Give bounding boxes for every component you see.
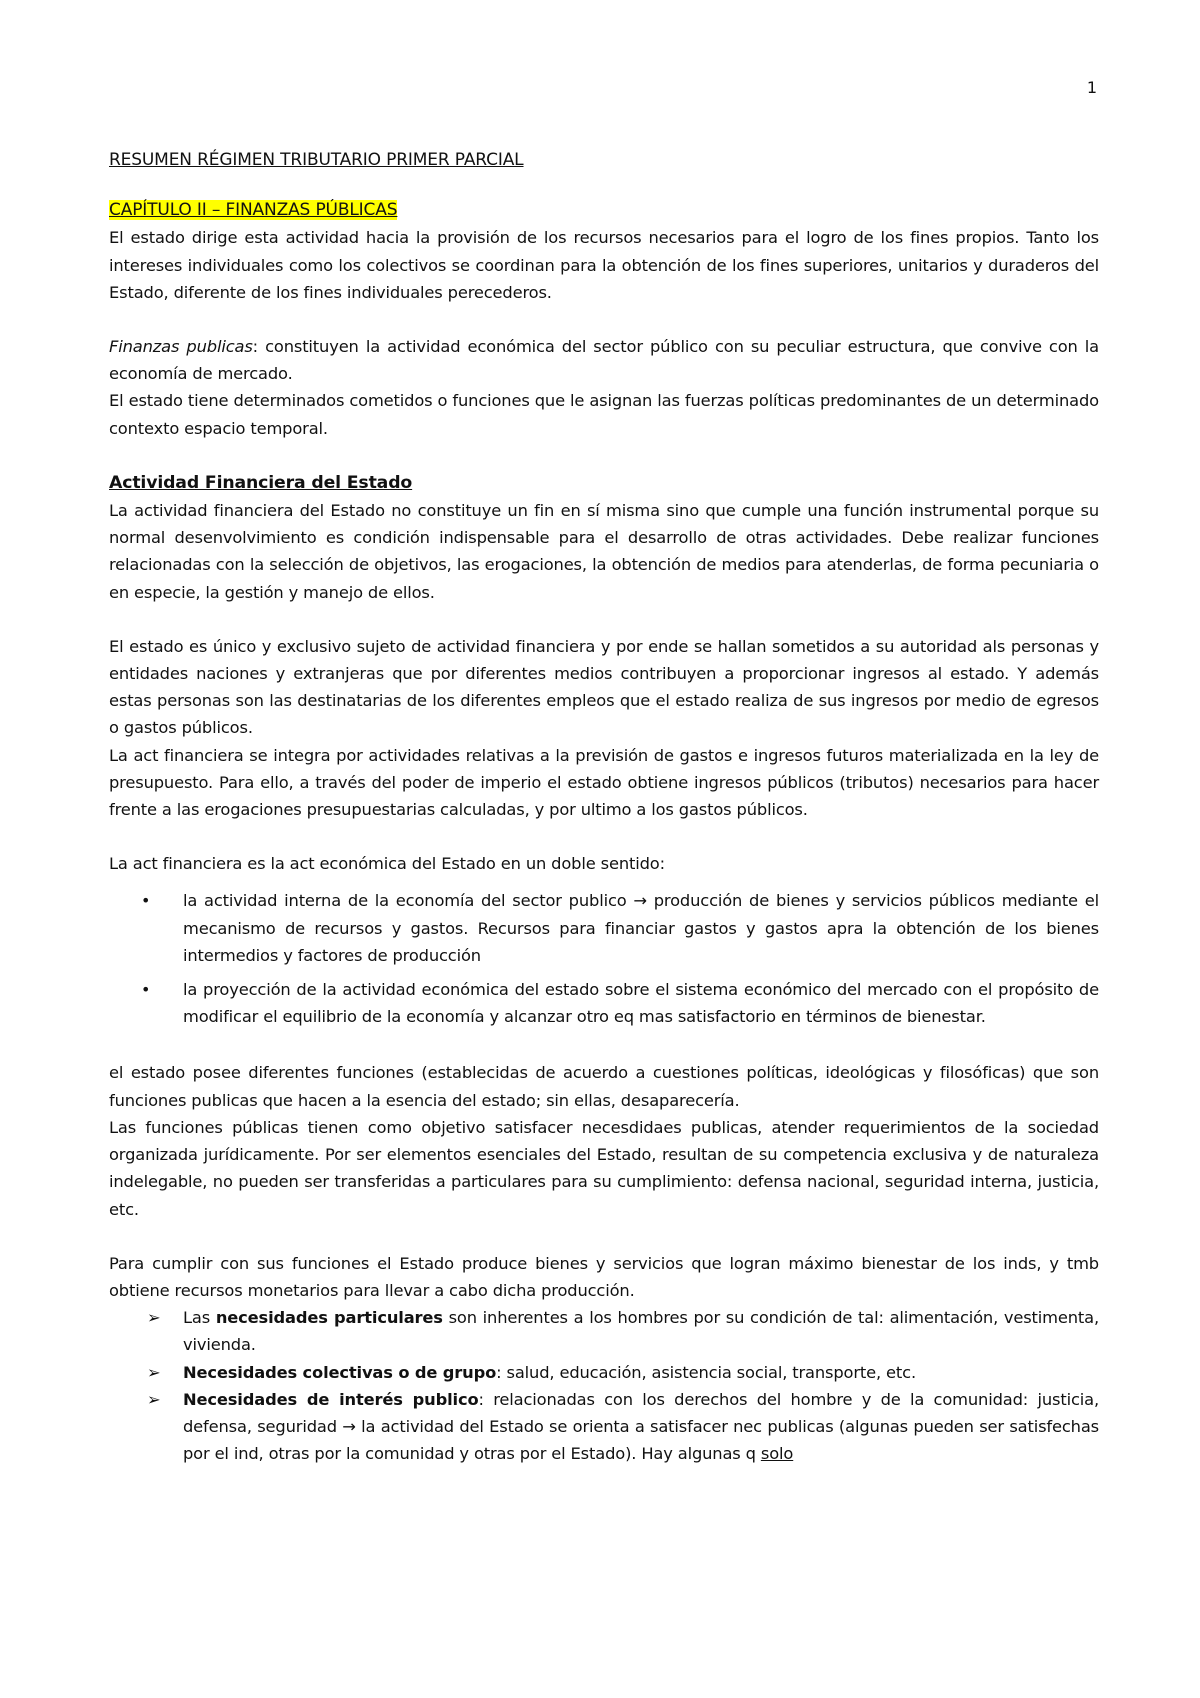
paragraph: Para cumplir con sus funciones el Estado produce bienes y servicios que logran máximo bienestar de los inds, y tmb obtiene recursos monetarios para llevar a cabo dicha producción.: [109, 1253, 1099, 1300]
arrow-icon: →: [342, 1416, 356, 1436]
section-heading: [109, 469, 1099, 497]
list-item: • la actividad interna de la economía del sector publico → producción de bienes y servicios públicos mediante el mecanismo de recursos y gastos. Recursos para financiar gastos y gastos apra la obtención de los bienes intermedios y factores de producción: [109, 887, 1099, 969]
definition-text: : constituyen la actividad económica del sector público con su peculiar estructura, que convive con la economía de mercado.: [109, 337, 1099, 384]
bullet-marker: •: [141, 980, 151, 1000]
paragraph: Las funciones públicas tienen como objetivo satisfacer necesdidaes publicas, atender requerimientos de la sociedad organizada jurídicamente. Por ser elementos esenciales del Estado, resultan de su competencia exclusiva y de naturaleza indelegable, no pueden ser transferidas a particulares para su cumplimiento: defensa nacional, seguridad interna, justicia, etc.: [109, 1117, 1099, 1219]
arrow-icon: →: [633, 891, 647, 911]
list-item: ➢ Necesidades colectivas o de grupo: salud, educación, asistencia social, transporte, etc.: [109, 1359, 1099, 1386]
paragraph: El estado dirige esta actividad hacia la provisión de los recursos necesarios para el logro de los fines propios. Tanto los intereses individuales como los colectivos se coordinan para la obtención de los fines superiores, unitarios y duraderos del Estado, diferente de los fines individuales perecederos.: [109, 228, 1099, 302]
paragraph-definition: [109, 333, 1099, 387]
title-text: RESUMEN RÉGIMEN TRIBUTARIO PRIMER PARCIAL: [109, 150, 524, 170]
list-item: ➢ Las necesidades particulares son inherentes a los hombres por su condición de tal: alimentación, vestimenta, vivienda.: [109, 1304, 1099, 1358]
bullet-marker: •: [141, 891, 151, 911]
list-item: • la proyección de la actividad económica del estado sobre el sistema económico del mercado con el propósito de modificar el equilibrio de la economía y alcanzar otro eq mas satisfactorio en términos de bienestar.: [109, 976, 1099, 1030]
underlined-word: solo: [760, 1444, 794, 1464]
bullet-list: [109, 887, 1099, 1030]
page-number: 1: [1086, 78, 1097, 97]
paragraph: La act financiera es la act económica del Estado en un doble sentido:: [109, 854, 665, 874]
document-title: [109, 146, 1099, 174]
paragraph: El estado es único y exclusivo sujeto de actividad financiera y por ende se hallan sometidos a su autoridad als personas y entidades naciones y extranjeras que por diferentes medios contribuyen a proporcionar ingresos al estado. Y además estas personas son las destinatarias de los diferentes empleos que el estado realiza de sus ingresos por medio de egresos o gastos públicos.: [109, 636, 1099, 738]
paragraph: el estado posee diferentes funciones (establecidas de acuerdo a cuestiones políticas, ideológicas y filosóficas) que son funciones publicas que hacen a la esencia del estado; sin ellas, desaparecería.: [109, 1063, 1099, 1110]
arrowhead-bullet-icon: ➢: [147, 1389, 161, 1409]
arrow-list: [109, 1304, 1099, 1467]
defined-term: Finanzas publicas: [109, 337, 253, 357]
chapter-heading: [109, 196, 1099, 224]
arrowhead-bullet-icon: ➢: [147, 1308, 161, 1328]
list-item: ➢ Necesidades de interés publico: relacionadas con los derechos del hombre y de la comunidad: justicia, defensa, seguridad → la actividad del Estado se orienta a satisfacer nec publicas (algunas pueden ser satisfechas por el ind, otras por la comunidad y otras por el Estado). Hay algunas q solo: [109, 1386, 1099, 1468]
section-heading-text: Actividad Financiera del Estado: [109, 472, 413, 493]
paragraph: La act financiera se integra por actividades relativas a la previsión de gastos e ingresos futuros materializada en la ley de presupuesto. Para ello, a través del poder de imperio el estado obtiene ingresos públicos (tributos) necesarios para hacer frente a las erogaciones presupuestarias calculadas, y por ultimo a los gastos públicos.: [109, 745, 1099, 820]
document-body: [109, 146, 1099, 1467]
arrowhead-bullet-icon: ➢: [147, 1362, 161, 1382]
chapter-text: CAPÍTULO II – FINANZAS PÚBLICAS: [109, 200, 398, 221]
paragraph: La actividad financiera del Estado no constituye un fin en sí misma sino que cumple una función instrumental porque su normal desenvolvimiento es condición indispensable para el desarrollo de otras actividades. Debe realizar funciones relacionadas con la selección de objetivos, las erogaciones, la obtención de medios para atenderlas, de forma pecuniaria o en especie, la gestión y manejo de ellos.: [109, 501, 1099, 602]
paragraph: El estado tiene determinados cometidos o funciones que le asignan las fuerzas políticas predominantes de un determinado contexto espacio temporal.: [109, 391, 1099, 438]
